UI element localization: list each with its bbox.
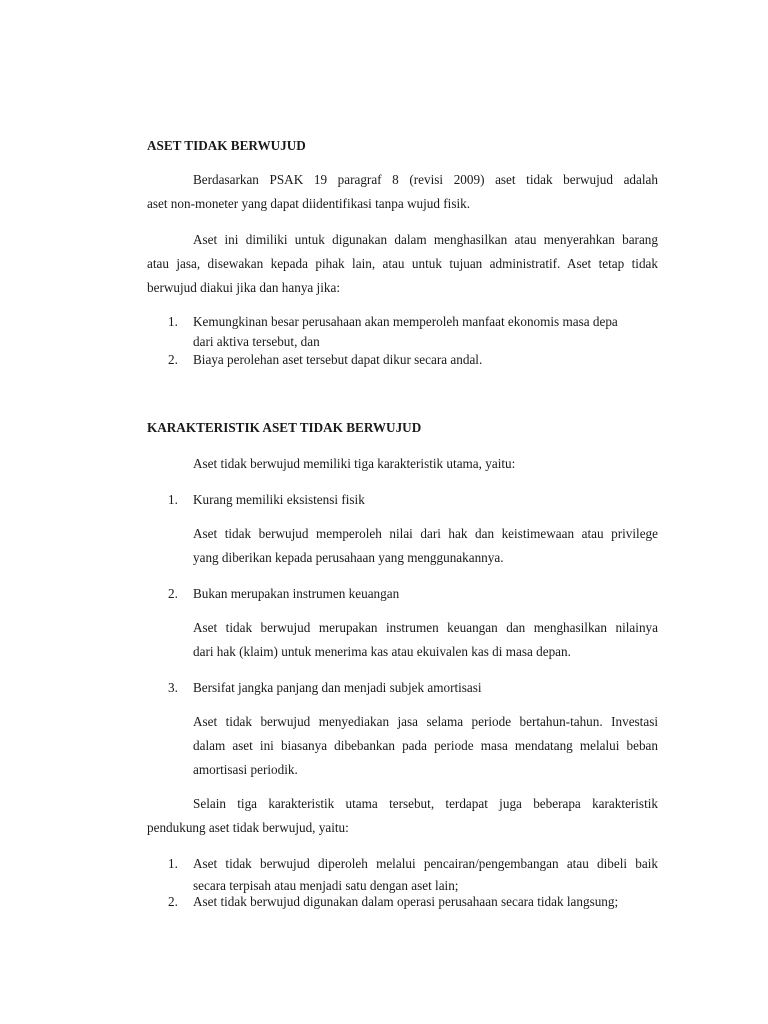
list-number: 2. — [168, 894, 178, 909]
supporting-item-2: Aset tidak berwujud digunakan dalam operasi perusahaan secara tidak langsung; — [193, 894, 619, 909]
paragraph-definition-line1: Berdasarkan PSAK 19 paragraf 8 (revisi 2009) aset tidak berwujud adalah — [193, 172, 658, 187]
section-title-aset-tidak-berwujud: ASET TIDAK BERWUJUD — [147, 138, 306, 153]
paragraph-supporting-line2: pendukung aset tidak berwujud, yaitu: — [147, 820, 349, 835]
paragraph-definition-line2: aset non-moneter yang dapat diidentifikasi tanpa wujud fisik. — [147, 196, 471, 211]
characteristic-desc-3-line1: Aset tidak berwujud menyediakan jasa selama periode bertahun-tahun. Investasi — [193, 714, 658, 729]
section-title-karakteristik: KARAKTERISTIK ASET TIDAK BERWUJUD — [147, 420, 422, 435]
list-number: 2. — [168, 586, 178, 601]
characteristic-heading-2: Bukan merupakan instrumen keuangan — [193, 586, 400, 601]
characteristic-desc-3-line2: dalam aset ini biasanya dibebankan pada periode masa mendatang melalui beban — [193, 738, 658, 753]
list-item-recognition-1-line2: dari aktiva tersebut, dan — [193, 334, 320, 349]
list-item-recognition-2: Biaya perolehan aset tersebut dapat dikur secara andal. — [193, 352, 483, 367]
list-number: 3. — [168, 680, 178, 695]
characteristic-heading-3: Bersifat jangka panjang dan menjadi subjek amortisasi — [193, 680, 482, 695]
list-item-recognition-1-line1: Kemungkinan besar perusahaan akan memperoleh manfaat ekonomis masa depa — [193, 314, 618, 329]
characteristic-desc-2-line2: dari hak (klaim) untuk menerima kas atau ekuivalen kas di masa depan. — [193, 644, 571, 659]
paragraph-purpose-line3: berwujud diakui jika dan hanya jika: — [147, 280, 340, 295]
list-number: 1. — [168, 492, 178, 507]
characteristic-desc-1-line1: Aset tidak berwujud memperoleh nilai dari hak dan keistimewaan atau privilege — [193, 526, 658, 541]
supporting-item-1-line1: Aset tidak berwujud diperoleh melalui pencairan/pengembangan atau dibeli baik — [193, 856, 658, 871]
paragraph-characteristics-intro: Aset tidak berwujud memiliki tiga karakteristik utama, yaitu: — [193, 456, 516, 471]
list-number: 1. — [168, 314, 178, 329]
characteristic-desc-3-line3: amortisasi periodik. — [193, 762, 298, 777]
list-number: 1. — [168, 856, 178, 871]
characteristic-desc-1-line2: yang diberikan kepada perusahaan yang menggunakannya. — [193, 550, 504, 565]
paragraph-supporting-line1: Selain tiga karakteristik utama tersebut, terdapat juga beberapa karakteristik — [193, 796, 658, 811]
paragraph-purpose-line1: Aset ini dimiliki untuk digunakan dalam menghasilkan atau menyerahkan barang — [193, 232, 658, 247]
supporting-item-1-line2: secara terpisah atau menjadi satu dengan aset lain; — [193, 878, 459, 893]
characteristic-heading-1: Kurang memiliki eksistensi fisik — [193, 492, 365, 507]
paragraph-purpose-line2: atau jasa, disewakan kepada pihak lain, atau untuk tujuan administratif. Aset tetap tidak — [147, 256, 658, 271]
list-number: 2. — [168, 352, 178, 367]
characteristic-desc-2-line1: Aset tidak berwujud merupakan instrumen keuangan dan menghasilkan nilainya — [193, 620, 658, 635]
